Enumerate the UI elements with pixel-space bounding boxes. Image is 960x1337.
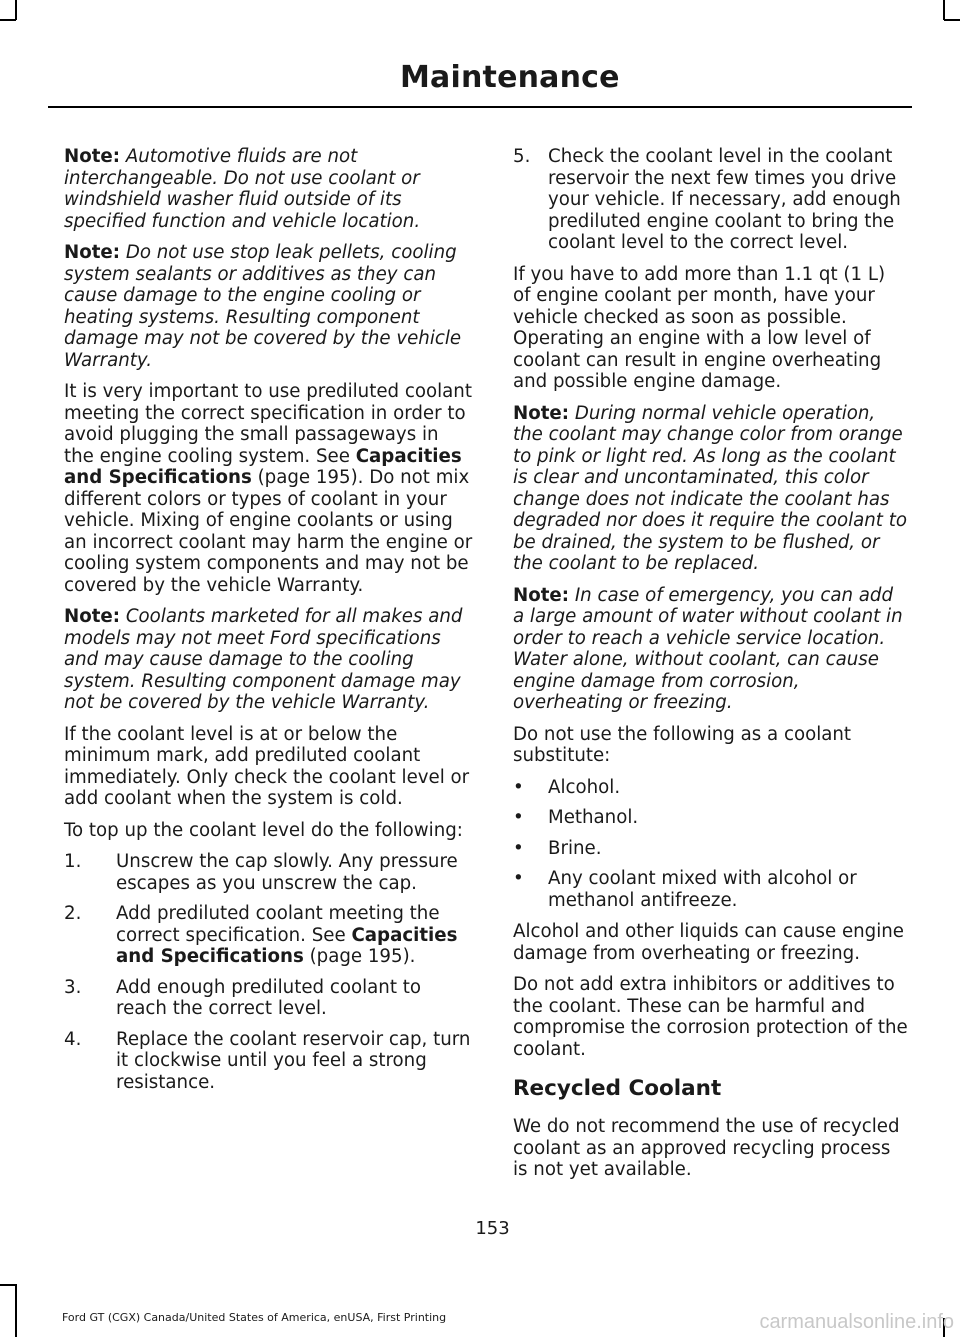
bullet-icon: • <box>513 868 524 889</box>
bullet-text: Alcohol. <box>548 776 621 798</box>
list-item <box>64 851 474 894</box>
crop-mark <box>944 19 960 21</box>
note-text: Do not use stop leak pellets, cooling system sealants or additives as they can cause damage to the engine cooling or heating systems. Resulting component damage may not be covered by the vehicle Warranty. <box>64 242 462 371</box>
note-label: Note: <box>513 402 570 424</box>
steps-list <box>64 851 474 1093</box>
step-text: Add prediluted coolant meeting the correct specification. See <box>116 903 440 946</box>
bullet-list <box>513 777 908 912</box>
bullet-icon: • <box>513 837 524 859</box>
note-text: Coolants marketed for all makes and models may not meet Ford specifications and may cause damage to the cooling system. Resulting component damage may not be covered by the vehicle Warranty. <box>64 606 463 713</box>
note-paragraph <box>513 585 908 714</box>
body-paragraph: If the coolant level is at or below the minimum mark, add prediluted coolant immediately. Only check the coolant level or add coolant when the system is cold. <box>64 723 470 809</box>
body-paragraph: To top up the coolant level do the following: <box>64 819 463 841</box>
step-number: 4. <box>64 1028 82 1050</box>
body-paragraph: We do not recommend the use of recycled coolant as an approved recycling process is not yet available. <box>513 1116 900 1180</box>
body-text: It is very important to use prediluted coolant meeting the correct specification in order to avoid plugging the small passageways in the engine cooling system. See <box>64 381 472 467</box>
step-number: 1. <box>64 851 82 872</box>
crop-mark <box>0 1284 16 1286</box>
body-paragraph: Do not use the following as a coolant substitute: <box>513 723 852 766</box>
note-paragraph <box>64 146 474 232</box>
bullet-text: Any coolant mixed with alcohol or methanol antifreeze. <box>548 868 857 911</box>
watermark: carmanualsonline.info <box>759 1311 954 1333</box>
list-item <box>64 977 474 1020</box>
step-number: 5. <box>513 146 531 167</box>
list-item <box>64 903 474 968</box>
list-item <box>64 1029 474 1094</box>
bullet-icon: • <box>513 776 524 798</box>
bullet-icon: • <box>513 807 524 828</box>
step-text: Unscrew the cap slowly. Any pressure escapes as you unscrew the cap. <box>116 851 458 894</box>
step-text: Replace the coolant reservoir cap, turn it clockwise until you feel a strong resistance. <box>116 1028 471 1093</box>
crop-mark <box>943 0 945 20</box>
page-title: Maintenance <box>400 60 620 95</box>
right-column <box>513 146 908 1191</box>
list-item <box>513 146 908 254</box>
body-text: (page 195). Do not mix different colors or types of coolant in your vehicle. Mixing of engine coolants or using an incorrect coolant may harm the engine or cooling system components and may not be covered by the vehicle Warranty. <box>64 467 473 596</box>
list-item <box>513 777 908 799</box>
step-number: 2. <box>64 903 82 924</box>
body-paragraph: Alcohol and other liquids can cause engine damage from overheating or freezing. <box>513 921 904 964</box>
note-label: Note: <box>513 584 570 606</box>
note-text: In case of emergency, you can add a large amount of water without coolant in order to reach a vehicle service location. Water alone, without coolant, can cause engine damage from corrosion, overheating or freezing. <box>513 584 903 713</box>
bullet-text: Methanol. <box>548 807 639 828</box>
body-paragraph: If you have to add more than 1.1 qt (1 L) of engine coolant per month, have your vehicle checked as soon as possible. Operating an engine with a low level of coolant can result in engine overheating and possible engine damage. <box>513 263 886 392</box>
crop-mark <box>0 19 16 21</box>
note-paragraph <box>64 242 474 371</box>
bullet-text: Brine. <box>548 837 602 859</box>
step-number: 3. <box>64 976 82 998</box>
step-text: Check the coolant level in the coolant reservoir the next few times you drive your vehicle. If necessary, add enough prediluted engine coolant to bring the coolant level to the correct level. <box>548 146 901 253</box>
note-label: Note: <box>64 242 121 263</box>
note-paragraph <box>513 403 908 575</box>
page-number: 153 <box>475 1218 510 1239</box>
crop-mark <box>15 1284 17 1337</box>
note-text: Automotive fluids are not interchangeable. Do not use coolant or windshield washer fluid outside of its specified function and vehicle location. <box>64 146 421 232</box>
crop-mark <box>15 0 17 20</box>
list-item <box>513 838 908 860</box>
left-column <box>64 146 474 1103</box>
cross-reference-link[interactable]: Capacities and Specifications <box>116 924 458 967</box>
body-paragraph: Do not add extra inhibitors or additives to the coolant. These can be harmful and compromise the corrosion protection of the coolant. <box>513 974 908 1060</box>
note-text: During normal vehicle operation, the coolant may change color from orange to pink or light red. As long as the coolant is clear and uncontaminated, this color change does not indicate the coolant has degraded nor does it require the coolant to be drained, the system to be flushed, or the coolant to be replaced. <box>513 402 907 574</box>
section-heading: Recycled Coolant <box>513 1076 722 1101</box>
note-paragraph <box>64 606 474 714</box>
footer-text: Ford GT (CGX) Canada/United States of America, enUSA, First Printing <box>62 1311 447 1324</box>
body-paragraph <box>64 381 474 596</box>
header-divider <box>48 106 912 108</box>
steps-list <box>513 146 908 254</box>
list-item <box>513 868 908 911</box>
note-label: Note: <box>64 146 121 167</box>
note-label: Note: <box>64 606 121 627</box>
step-text: Add enough prediluted coolant to reach the correct level. <box>116 976 422 1019</box>
cross-reference-link[interactable]: Capacities and Specifications <box>64 445 462 488</box>
step-text: (page 195). <box>303 946 416 967</box>
list-item <box>513 807 908 829</box>
